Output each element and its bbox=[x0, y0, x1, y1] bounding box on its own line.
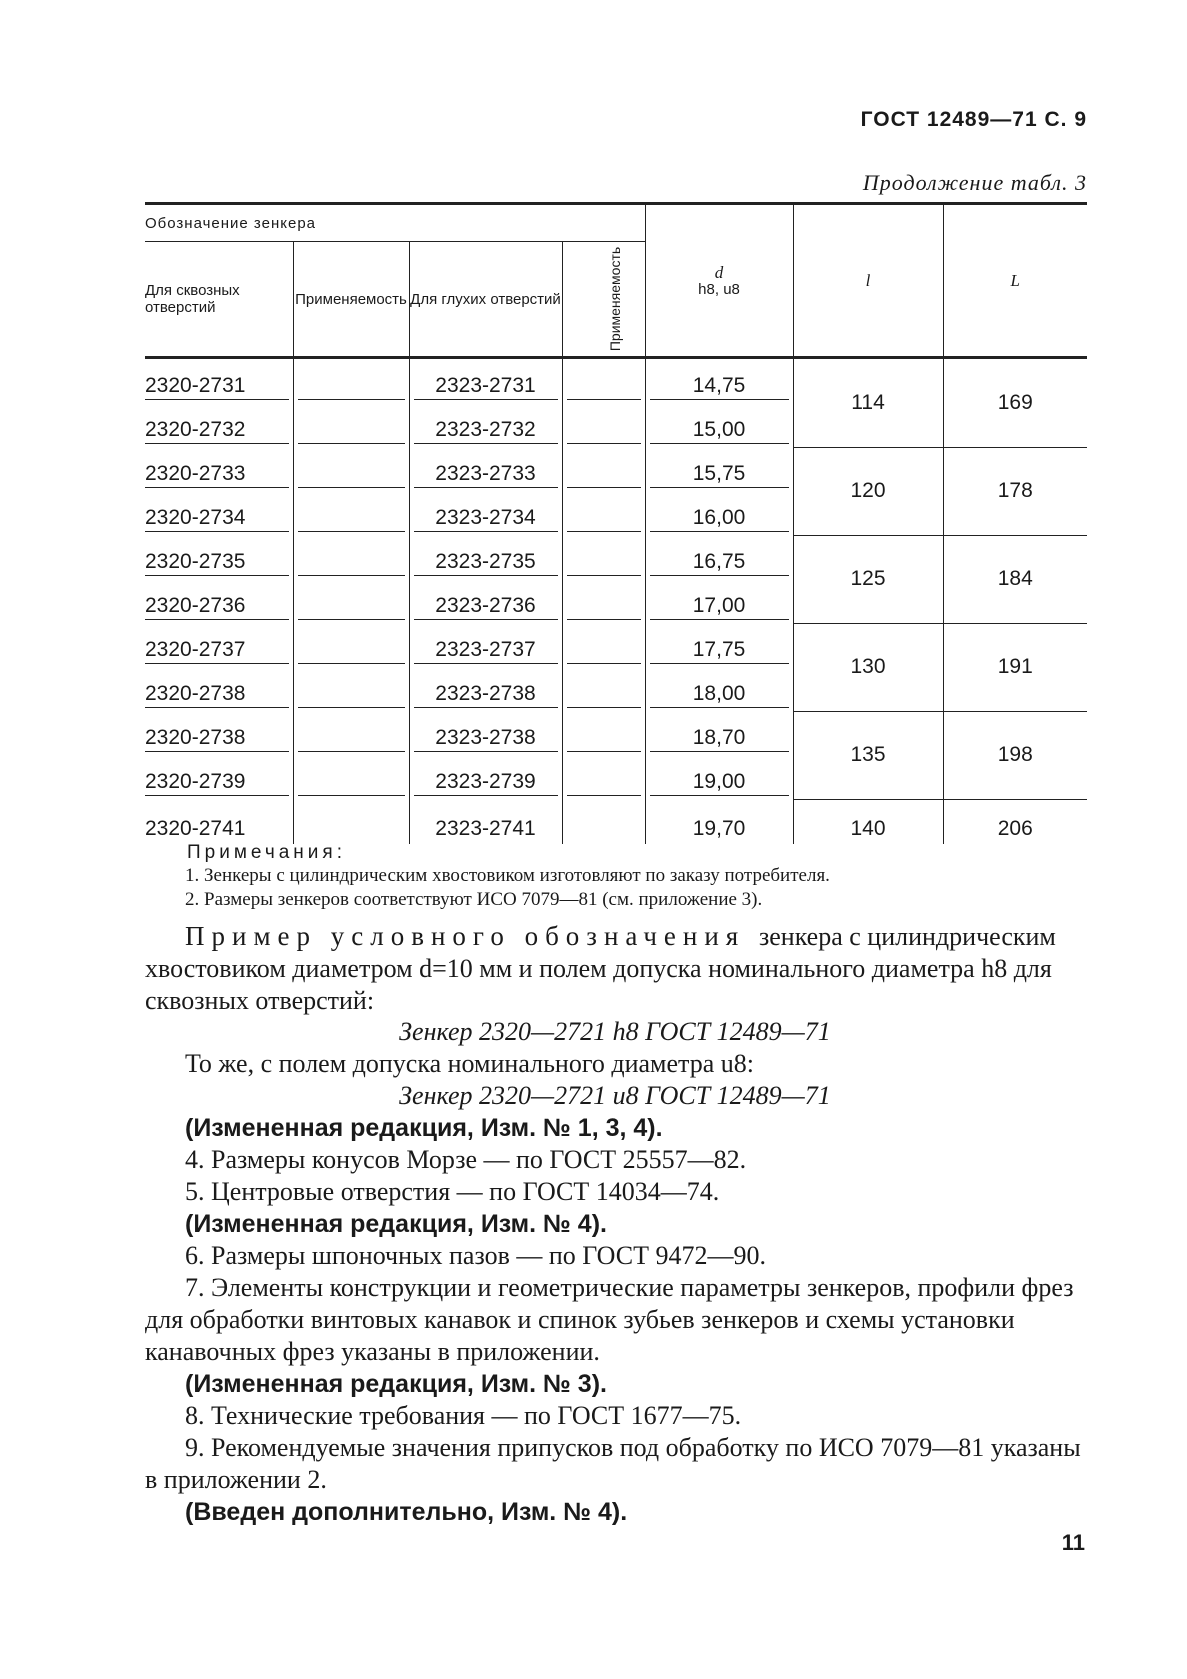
page-number: 11 bbox=[1061, 1530, 1085, 1555]
d-symbol: d bbox=[714, 262, 724, 282]
column-header-L: L bbox=[943, 204, 1087, 358]
example-designation-u8: Зенкер 2320—2721 u8 ГОСТ 12489—71 bbox=[399, 1081, 831, 1110]
l-value: 114 bbox=[793, 358, 943, 448]
L-value: 184 bbox=[943, 535, 1087, 623]
blind-code: 2323-2731 bbox=[414, 374, 558, 400]
amendment-note-2: (Измененная редакция, Изм. № 4). bbox=[185, 1210, 607, 1238]
diameter-value: 19,70 bbox=[692, 816, 746, 840]
diameter-value: 15,00 bbox=[650, 418, 789, 444]
column-header-through-holes: Для сквозных отверстий bbox=[145, 242, 293, 358]
document-body bbox=[145, 842, 1085, 1528]
example-designation-h8: Зенкер 2320—2721 h8 ГОСТ 12489—71 bbox=[399, 1017, 831, 1046]
through-code: 2320-2736 bbox=[145, 594, 289, 620]
table-row bbox=[145, 711, 1087, 755]
L-value: 206 bbox=[997, 816, 1033, 840]
through-code: 2320-2735 bbox=[145, 550, 289, 576]
table-row bbox=[145, 447, 1087, 491]
L-value: 198 bbox=[943, 711, 1087, 799]
table-row bbox=[145, 358, 1087, 404]
l-value: 135 bbox=[793, 711, 943, 799]
example-same-u8: То же, с полем допуска номинального диаметра u8: bbox=[185, 1049, 754, 1078]
column-header-d bbox=[645, 204, 793, 358]
applicability-cell bbox=[562, 358, 645, 404]
l-value: 125 bbox=[793, 535, 943, 623]
table-row bbox=[145, 623, 1087, 667]
through-code: 2320-2734 bbox=[145, 506, 289, 532]
column-header-applicability-1: Применяемость bbox=[293, 242, 409, 358]
diameter-value: 14,75 bbox=[650, 374, 789, 400]
diameter-value: 18,70 bbox=[650, 726, 789, 752]
blind-code: 2323-2735 bbox=[414, 550, 558, 576]
example-text: зенкера с цилиндрическим хвостовиком диаметром d=10 мм и полем допуска номинального диаметра h8 для сквозных отверстий: bbox=[145, 922, 1056, 1015]
table-3-continued bbox=[145, 202, 1087, 844]
diameter-value: 18,00 bbox=[650, 682, 789, 708]
diameter-value: 15,75 bbox=[650, 462, 789, 488]
l-value: 120 bbox=[793, 447, 943, 535]
blind-code: 2323-2736 bbox=[414, 594, 558, 620]
paragraph-9: 9. Рекомендуемые значения припусков под обработку по ИСО 7079—81 указаны в приложении 2. bbox=[145, 1433, 1081, 1494]
through-code: 2320-2731 bbox=[145, 374, 289, 400]
through-code: 2320-2741 bbox=[145, 816, 246, 840]
note-2: 2. Размеры зенкеров соответствуют ИСО 7079—81 (см. приложение 3). bbox=[185, 889, 763, 910]
blind-code: 2323-2732 bbox=[414, 418, 558, 444]
example-heading-text: Пример условного обозначения bbox=[185, 921, 746, 951]
paragraph-8: 8. Технические требования — по ГОСТ 1677—75. bbox=[185, 1401, 742, 1430]
amendment-note-1: (Измененная редакция, Изм. № 1, 3, 4). bbox=[185, 1114, 663, 1142]
blind-code: 2323-2734 bbox=[414, 506, 558, 532]
notes-title: Примечания: bbox=[187, 842, 346, 863]
diameter-value: 17,75 bbox=[650, 638, 789, 664]
l-value: 140 bbox=[850, 816, 886, 840]
diameter-value: 16,00 bbox=[650, 506, 789, 532]
column-header-l: l bbox=[793, 204, 943, 358]
table-continuation-label: Продолжение табл. 3 bbox=[862, 170, 1087, 195]
l-value: 130 bbox=[793, 623, 943, 711]
amendment-note-3: (Измененная редакция, Изм. № 3). bbox=[185, 1370, 607, 1398]
through-code: 2320-2732 bbox=[145, 418, 289, 444]
document-header: ГОСТ 12489—71 С. 9 bbox=[860, 108, 1087, 131]
blind-code: 2323-2738 bbox=[414, 726, 558, 752]
applicability-2-label: Применяемость bbox=[606, 246, 623, 351]
paragraph-7: 7. Элементы конструкции и геометрические параметры зенкеров, профили фрез для обработки винтовых канавок и спинок зубьев зенкеров и схемы установки канавочных фрез указаны в приложении. bbox=[145, 1273, 1074, 1366]
dimensions-table bbox=[145, 202, 1087, 844]
table-row bbox=[145, 535, 1087, 579]
blind-code: 2323-2738 bbox=[414, 682, 558, 708]
L-value: 191 bbox=[943, 623, 1087, 711]
paragraph-6: 6. Размеры шпоночных пазов — по ГОСТ 9472—90. bbox=[185, 1241, 766, 1270]
group-header-designation: Обозначение зенкера bbox=[145, 204, 645, 242]
paragraph-5: 5. Центровые отверстия — по ГОСТ 14034—74. bbox=[185, 1177, 720, 1206]
diameter-value: 17,00 bbox=[650, 594, 789, 620]
column-header-blind-holes: Для глухих отверстий bbox=[409, 242, 562, 358]
through-code: 2320-2738 bbox=[145, 682, 289, 708]
column-header-applicability-2 bbox=[562, 242, 645, 358]
L-value: 178 bbox=[943, 447, 1087, 535]
through-code: 2320-2733 bbox=[145, 462, 289, 488]
blind-code: 2323-2733 bbox=[414, 462, 558, 488]
blind-code: 2323-2741 bbox=[435, 816, 536, 840]
blind-code: 2323-2737 bbox=[414, 638, 558, 664]
d-tolerance: h8, u8 bbox=[698, 280, 740, 298]
diameter-value: 16,75 bbox=[650, 550, 789, 576]
amendment-note-4: (Введен дополнительно, Изм. № 4). bbox=[185, 1498, 628, 1526]
through-code: 2320-2738 bbox=[145, 726, 289, 752]
through-code: 2320-2739 bbox=[145, 770, 289, 796]
table-row bbox=[145, 799, 1087, 844]
applicability-cell bbox=[293, 358, 409, 404]
L-value: 169 bbox=[943, 358, 1087, 448]
blind-code: 2323-2739 bbox=[414, 770, 558, 796]
paragraph-4: 4. Размеры конусов Морзе — по ГОСТ 25557—82. bbox=[185, 1145, 747, 1174]
note-1: 1. Зенкеры с цилиндрическим хвостовиком изготовляют по заказу потребителя. bbox=[185, 865, 830, 886]
example-heading bbox=[145, 920, 1085, 1016]
diameter-value: 19,00 bbox=[650, 770, 789, 796]
through-code: 2320-2737 bbox=[145, 638, 289, 664]
